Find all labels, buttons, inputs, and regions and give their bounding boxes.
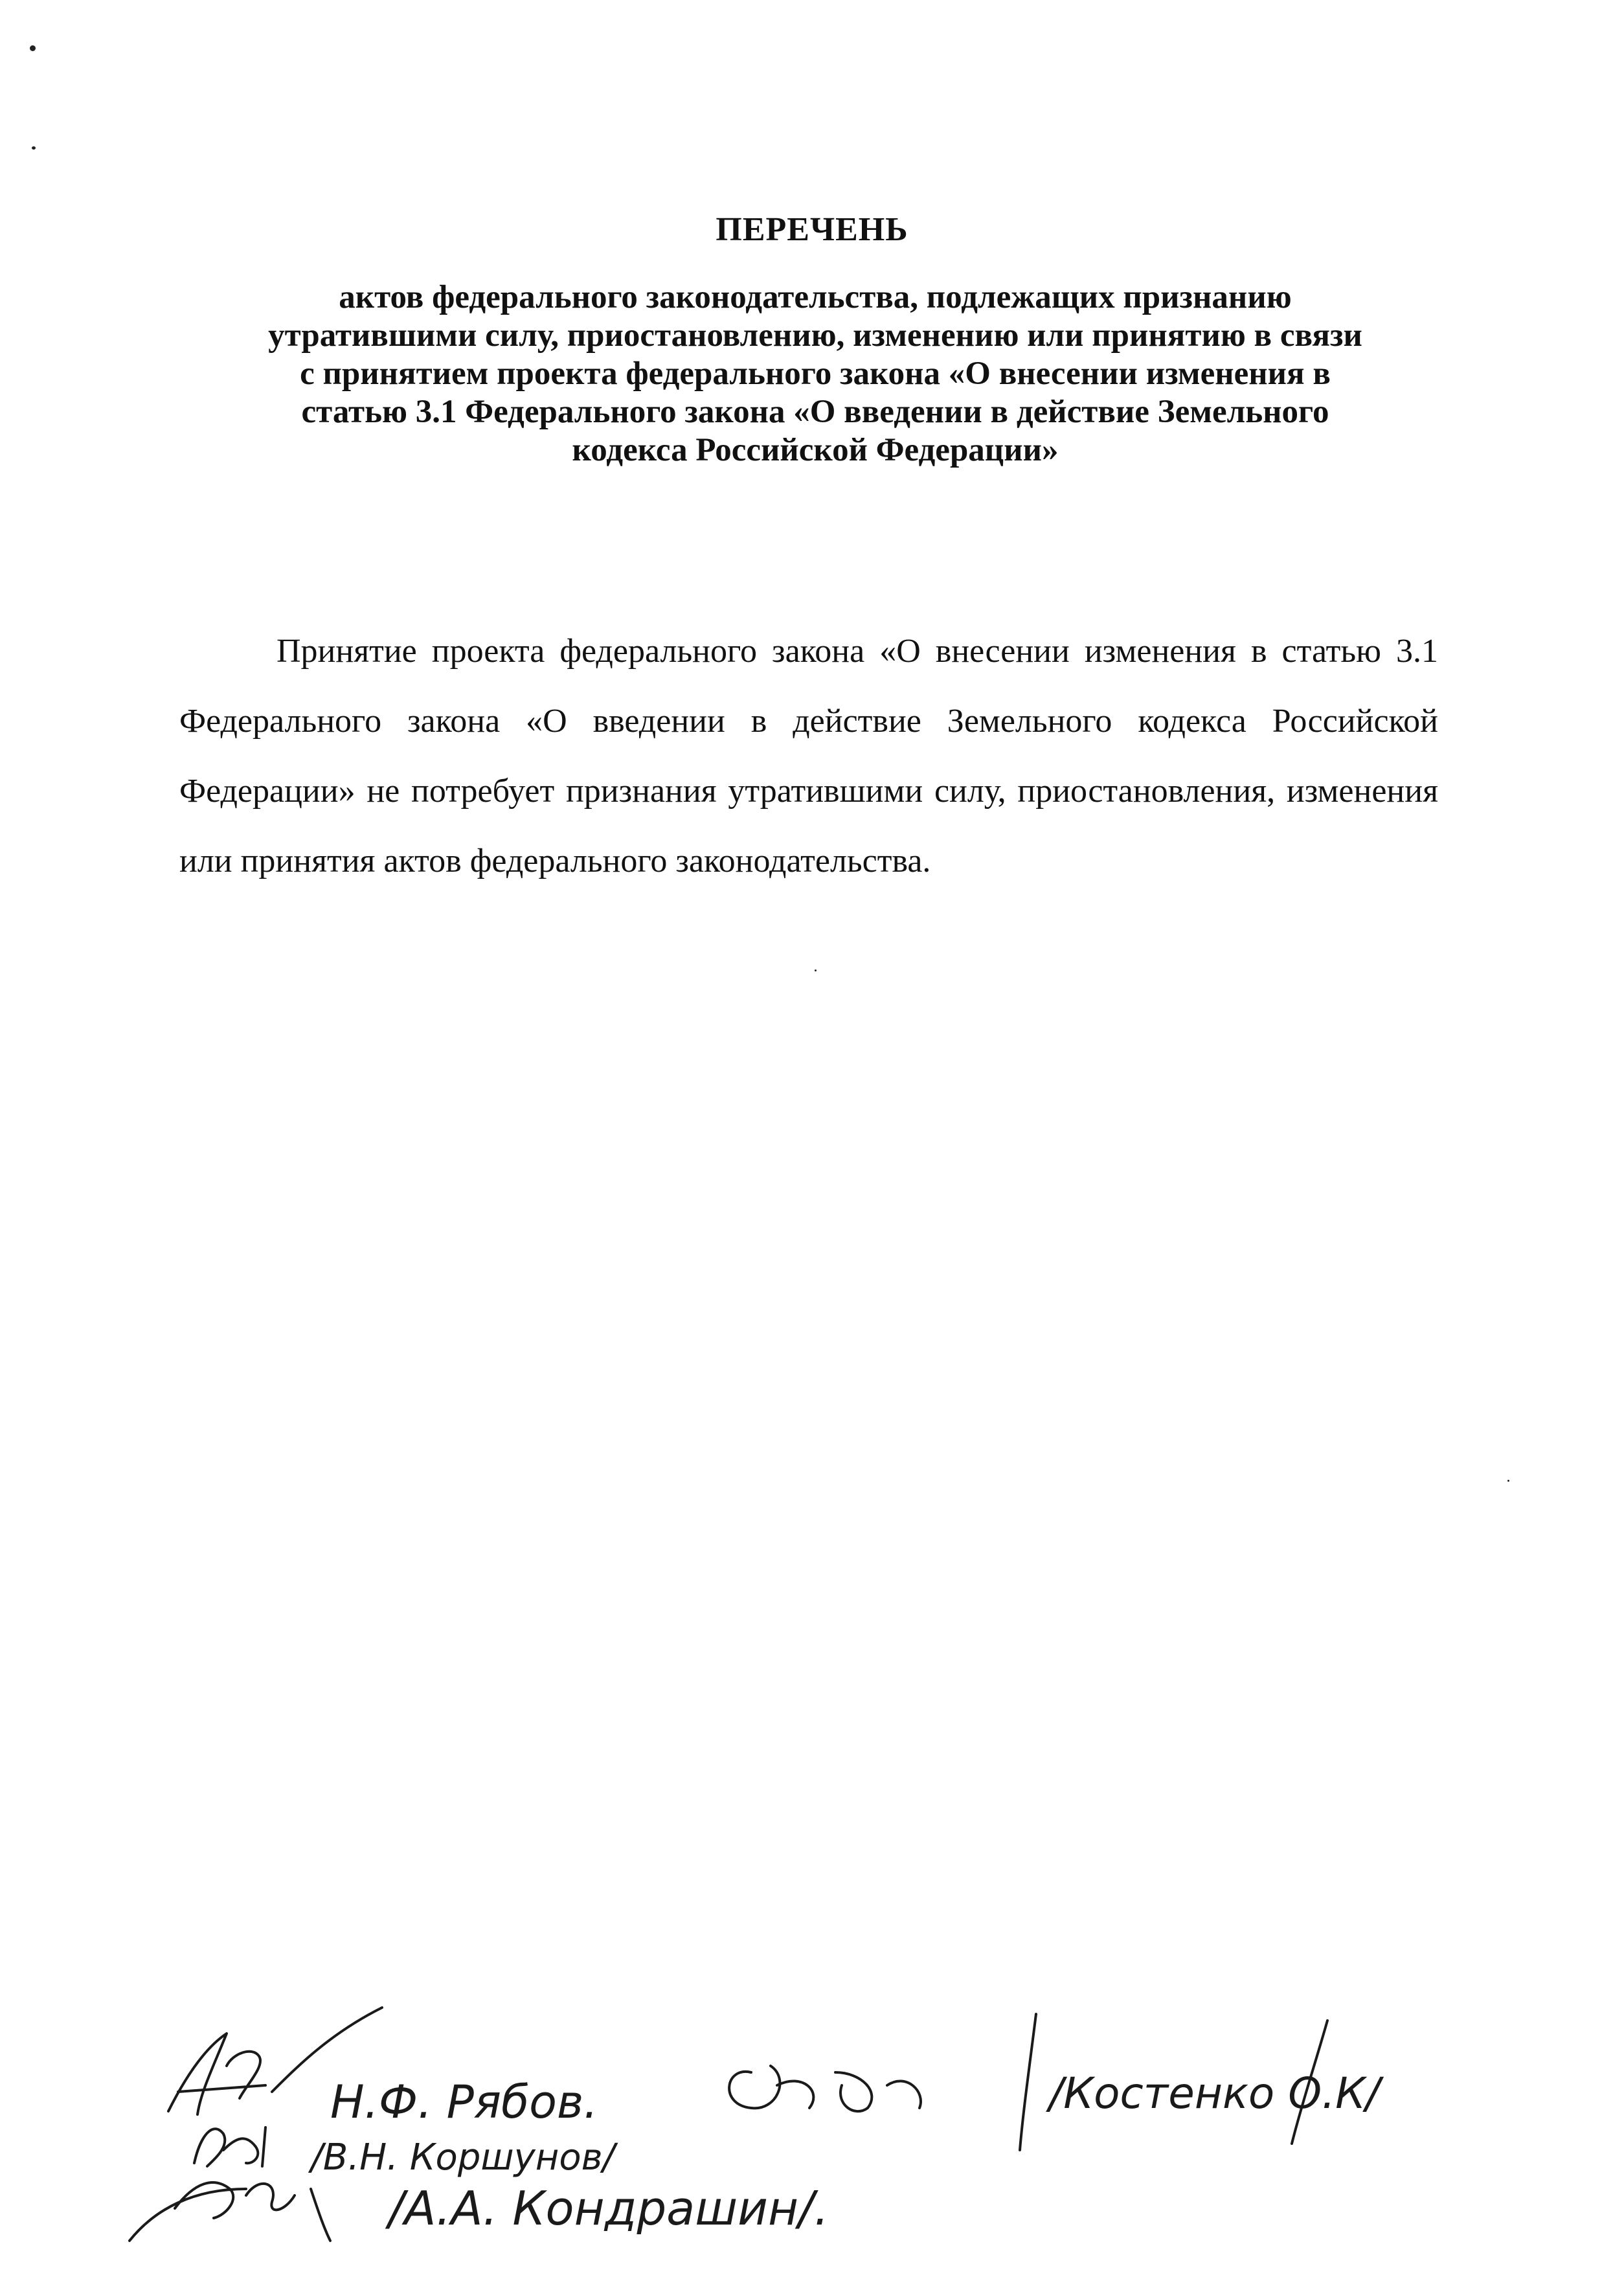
signer-name-1: Н.Ф. Рябов. <box>330 2076 598 2129</box>
signer-name-2: /В.Н. Коршунов/ <box>311 2136 615 2179</box>
document-subheading <box>162 278 1469 470</box>
subheading-line: статью 3.1 Федерального закона «О введении в действие Земельного <box>301 394 1329 430</box>
signature-scribble-3 <box>130 2182 330 2241</box>
subheading-line: кодекса Российской Федерации» <box>572 432 1059 468</box>
subheading-line: с принятием проекта федерального закона «О внесении изменения в <box>300 356 1331 392</box>
signer-name-3: /А.А. Кондрашин/. <box>389 2181 829 2236</box>
body-paragraph: Принятие проекта федерального закона «О внесении изменения в статью 3.1 Федерального закона «О введении в действие Земельного кодекса Российской Федерации» не потребует признания утратившими силу, приостановления, изменения или принятия актов федерального законодательства. <box>179 633 1438 879</box>
signature-scribble-4 <box>729 2066 921 2111</box>
scan-mark <box>32 146 36 150</box>
subheading-line: утратившими силу, приостановлению, изменению или принятию в связи <box>268 317 1362 354</box>
subheading-line: актов федерального законодательства, подлежащих признанию <box>339 279 1292 315</box>
document-heading: ПЕРЕЧЕНЬ <box>716 211 908 248</box>
signature-block <box>117 1995 1412 2241</box>
scan-mark <box>30 45 36 51</box>
scan-mark <box>815 969 817 971</box>
signature-scribble-2 <box>194 2127 265 2166</box>
scan-mark <box>1507 1480 1509 1482</box>
signer-name-4: /Костенко О.К/ <box>1049 2068 1381 2118</box>
handwritten-signatures <box>117 1995 1412 2241</box>
